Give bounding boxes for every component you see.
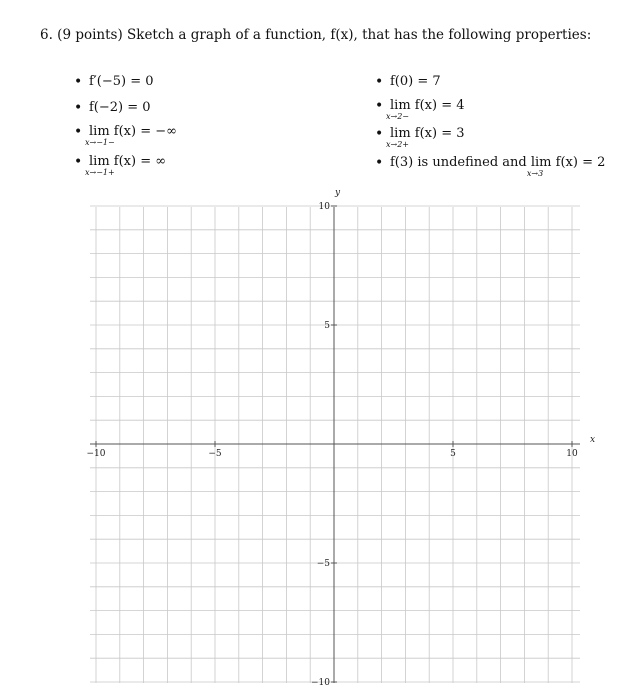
lim-word: lim: [530, 155, 552, 170]
y-axis-label: y: [335, 188, 341, 198]
y-tick-label: 10: [318, 202, 330, 212]
property-text: f′(−5) = 0: [89, 74, 154, 89]
x-axis-label: x: [590, 435, 596, 445]
property-text: f(x) = 3: [414, 126, 465, 141]
limit-subscript: x→2+: [386, 140, 410, 149]
x-tick-label: −10: [86, 449, 106, 459]
limit-subscript: x→3: [526, 169, 544, 178]
property-text: f(x) = −∞: [113, 124, 177, 139]
bullet-icon: •: [74, 124, 83, 140]
axis-ticks: [87, 202, 578, 688]
bullet-icon: •: [375, 126, 384, 142]
axes: [90, 207, 580, 683]
lim-word: lim: [390, 126, 411, 141]
property-text: f(x) = 4: [414, 98, 465, 113]
problem-prompt: 6. (9 points) Sketch a graph of a function, f(x), that has the following properties:: [40, 27, 592, 43]
property-text: f(−2) = 0: [89, 100, 151, 115]
x-tick-label: 10: [566, 449, 578, 459]
limit-subscript: x→−1−: [85, 138, 115, 147]
bullet-icon: •: [375, 155, 384, 171]
limit-subscript: x→2−: [386, 112, 410, 121]
property-text: f(x) = 2: [555, 155, 606, 170]
lim-word: lim: [89, 124, 110, 139]
bullet-icon: •: [74, 154, 83, 170]
y-tick-label: −10: [311, 678, 330, 688]
bullet-icon: •: [375, 98, 384, 114]
property-text: f(x) = ∞: [113, 154, 167, 169]
bullet-icon: •: [74, 74, 83, 90]
x-tick-label: −5: [208, 449, 222, 459]
property-text: f(0) = 7: [390, 74, 441, 89]
lim-word: lim: [89, 154, 110, 169]
y-tick-label: 5: [324, 321, 330, 331]
lim-word: lim: [390, 98, 411, 113]
property-text: f(3) is undefined and: [390, 155, 527, 170]
x-tick-label: 5: [450, 449, 456, 459]
limit-subscript: x→−1+: [85, 168, 115, 177]
bullet-icon: •: [74, 100, 83, 116]
y-tick-label: −5: [316, 559, 330, 569]
bullet-icon: •: [375, 74, 384, 90]
